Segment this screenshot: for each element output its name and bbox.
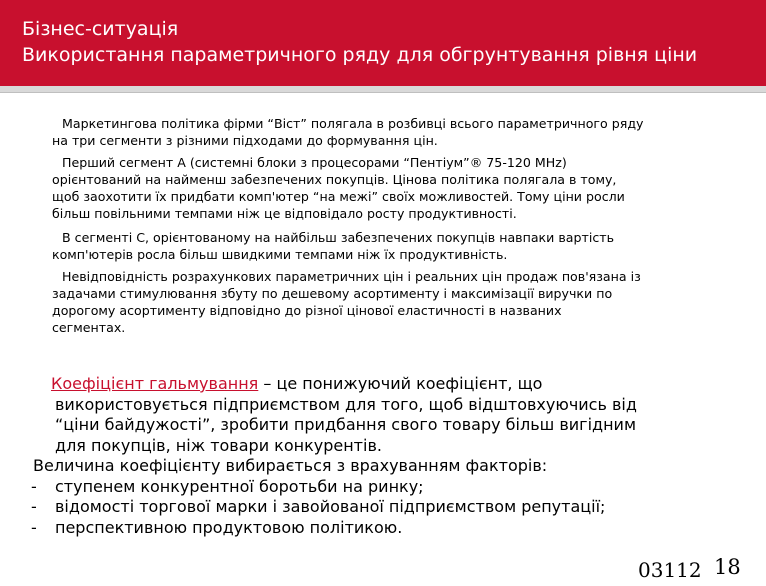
paragraph-4-line-1: Невідповідність розрахункових параметричних цін і реальних цін продаж пов'язана із	[62, 269, 641, 284]
paragraph-2-line-1: Перший сегмент А (системні блоки з процесорами “Пентіум”® 75-120 MHz)	[62, 155, 567, 170]
paragraph-1-line-1: Маркетингова політика фірми “Віст” полягала в розбивці всього параметричного ряду	[62, 116, 644, 131]
definition-term: Коефіцієнт гальмування	[51, 374, 259, 393]
definition-line-2: використовується підприємством для того, щоб відштовхуючись від	[55, 394, 637, 414]
paragraph-1-line-2: на три сегменти з різними підходами до формування цін.	[52, 133, 438, 148]
definition-line-1-rest: – це понижуючий коефіцієнт, що	[258, 374, 543, 393]
factor-item-3	[31, 518, 733, 539]
paragraph-1	[52, 115, 762, 149]
paragraph-4	[52, 268, 762, 336]
definition-line-4: для покупців, ніж товари конкурентів.	[55, 435, 382, 455]
definition-line-3: “ціни байдужості”, зробити придбання свого товару більш вигідним	[55, 415, 637, 434]
slide-title-line-2: Використання параметричного ряду для обгрунтування рівня ціни	[22, 44, 698, 66]
paragraph-3-line-1: В сегменті С, орієнтованому на найбільш забезпечених покупців навпаки вартість	[62, 230, 614, 245]
slide-title	[22, 16, 697, 68]
paragraph-4-line-2: задачами стимулювання збуту по дешевому асортименту і максимізації виручки по	[52, 286, 613, 301]
page-number: 18	[714, 555, 741, 579]
paragraph-4-line-3: дорогому асортименту відповідно до різної цінової еластичності в названих	[52, 303, 562, 318]
factor-dash-2: -	[31, 497, 37, 516]
footer-code: 03112	[638, 558, 702, 582]
paragraph-3-line-2: комп'ютерів росла більш швидкими темпами ніж їх продуктивність.	[52, 247, 508, 262]
paragraph-2-line-4: більш повільними темпами ніж це відповідало росту продуктивності.	[52, 206, 517, 221]
paragraph-2-line-2: орієнтований на найменш забезпечених покупців. Цінова політика полягала в тому,	[52, 172, 617, 187]
factor-text-2: відомості торгової марки і завойованої підприємством репутації;	[55, 497, 606, 516]
paragraph-2	[52, 154, 762, 222]
definition-block	[33, 374, 733, 538]
factors-intro: Величина коефіцієнту вибирається з врахуванням факторів:	[33, 456, 548, 475]
factor-text-1: ступенем конкурентної боротьби на ринку;	[55, 476, 424, 496]
factor-item-1	[31, 477, 733, 498]
slide-title-line-1: Бізнес-ситуація	[22, 18, 179, 40]
factor-item-2	[31, 497, 733, 518]
paragraph-2-line-3: щоб заохотити їх придбати комп'ютер “на межі” своїх можливостей. Тому ціни росли	[52, 189, 625, 204]
factor-dash-3: -	[31, 517, 37, 537]
paragraph-3	[52, 229, 762, 263]
slide-header	[0, 0, 766, 86]
factor-text-3: перспективною продуктовою політикою.	[55, 517, 403, 537]
header-divider	[0, 86, 766, 93]
definition-line-1	[33, 374, 733, 395]
paragraph-4-line-4: сегментах.	[52, 320, 126, 335]
factor-dash-1: -	[31, 476, 37, 496]
